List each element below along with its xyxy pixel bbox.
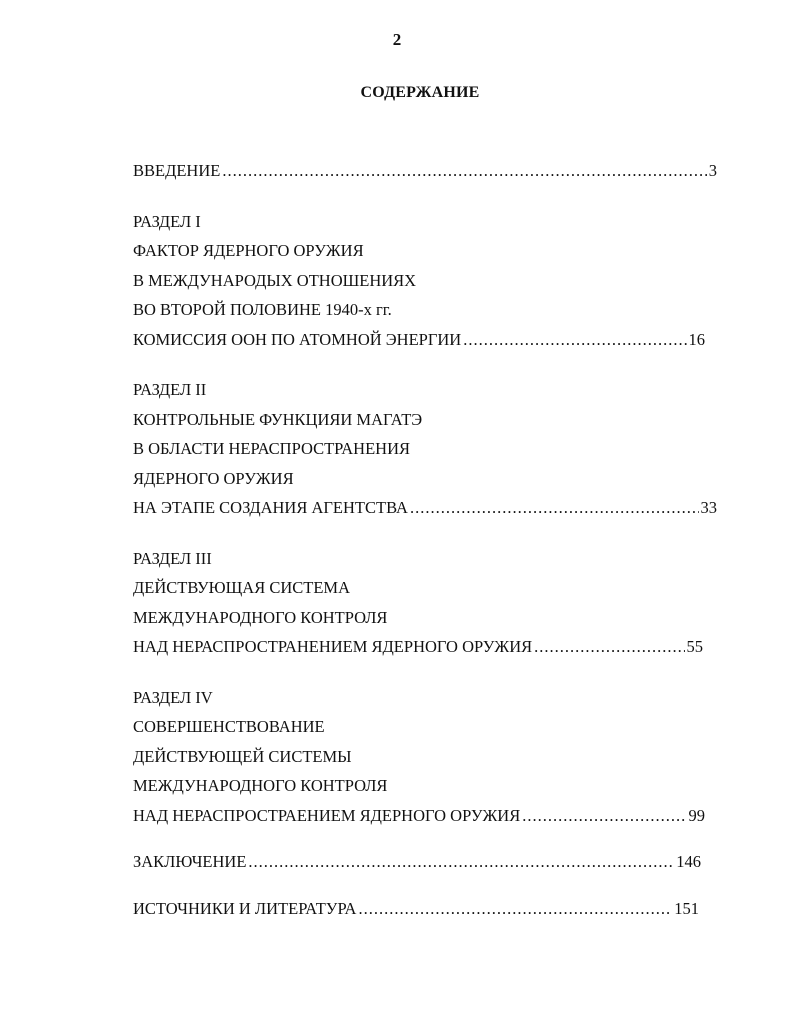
toc-section-title-line: МЕЖДУНАРОДНОГО КОНТРОЛЯ	[133, 776, 388, 795]
toc-entry-line	[133, 632, 703, 662]
dot-leader	[248, 847, 674, 877]
toc-section-heading: РАЗДЕЛ III	[133, 548, 212, 568]
dot-leader	[358, 894, 672, 924]
dot-leader	[222, 156, 706, 186]
toc-title: СОДЕРЖАНИЕ	[360, 84, 480, 101]
dot-leader	[522, 801, 686, 831]
toc-section-title-line: ФАКТОР ЯДЕРНОГО ОРУЖИЯ	[133, 241, 364, 260]
page-number: 2	[392, 30, 402, 49]
toc-section-title-line: ДЕЙСТВУЮЩАЯ СИСТЕМА	[133, 578, 351, 597]
toc-entry-sources	[133, 894, 723, 924]
toc-page-number: 55	[686, 637, 703, 656]
toc-section-title-line: СОВЕРШЕНСТВОВАНИЕ	[133, 717, 325, 736]
toc-section-heading: РАЗДЕЛ IV	[133, 687, 213, 707]
toc-entry-section-4	[133, 683, 723, 831]
toc-entry-title: ЗАКЛЮЧЕНИЕ	[133, 852, 247, 871]
toc-section-title-line: МЕЖДУНАРОДНОГО КОНТРОЛЯ	[133, 607, 388, 627]
toc-section-heading: РАЗДЕЛ I	[133, 211, 201, 231]
toc-section-title-line: В МЕЖДУНАРОДЫХ ОТНОШЕНИЯХ	[133, 270, 417, 290]
toc-entry-section-2	[133, 375, 723, 523]
toc-page-number: 151	[674, 898, 699, 918]
toc-entry-introduction	[133, 156, 723, 186]
toc-entry-line	[133, 493, 717, 523]
toc-entry-line	[133, 325, 705, 355]
toc-section-title-line: ВО ВТОРОЙ ПОЛОВИНЕ 1940-х гг.	[133, 300, 392, 319]
toc-entry-title: ИСТОЧНИКИ И ЛИТЕРАТУРА	[133, 898, 357, 918]
toc-entry-line	[133, 894, 699, 924]
toc-page-number: 16	[688, 329, 705, 349]
toc-section-heading: РАЗДЕЛ II	[133, 380, 207, 399]
toc-entry-section-3	[133, 544, 723, 662]
toc-page-number: 99	[688, 805, 705, 825]
toc-section-title-line: ЯДЕРНОГО ОРУЖИЯ	[133, 468, 294, 488]
toc-section-title-line: В ОБЛАСТИ НЕРАСПРОСТРАНЕНИЯ	[133, 439, 410, 458]
dot-leader	[410, 493, 699, 523]
toc-entry-line	[133, 156, 717, 186]
toc-entry-title: ВВЕДЕНИЕ	[133, 161, 221, 180]
toc-entry-title: КОМИССИЯ ООН ПО АТОМНОЙ ЭНЕРГИИ	[133, 329, 462, 349]
toc-entry-conclusion	[133, 847, 723, 877]
table-of-contents	[133, 156, 723, 923]
toc-page-number: 146	[676, 852, 701, 871]
toc-page-number: 3	[708, 161, 717, 180]
toc-entry-title: НА ЭТАПЕ СОЗДАНИЯ АГЕНТСТВА	[133, 498, 408, 517]
toc-entry-section-1	[133, 207, 723, 355]
dot-leader	[463, 325, 686, 355]
toc-entry-title: НАД НЕРАСПРОСТРАНЕНИЕМ ЯДЕРНОГО ОРУЖИЯ	[133, 637, 533, 656]
toc-page-number: 33	[700, 498, 717, 517]
dot-leader	[534, 632, 684, 662]
toc-section-title-line: ДЕЙСТВУЮЩЕЙ СИСТЕМЫ	[133, 746, 352, 766]
toc-entry-line	[133, 847, 701, 877]
toc-entry-line	[133, 801, 705, 831]
toc-section-title-line: КОНТРОЛЬНЫЕ ФУНКЦИЯИ МАГАТЭ	[133, 409, 423, 429]
toc-entry-title: НАД НЕРАСПРОСТРАЕНИЕМ ЯДЕРНОГО ОРУЖИЯ	[133, 805, 521, 825]
